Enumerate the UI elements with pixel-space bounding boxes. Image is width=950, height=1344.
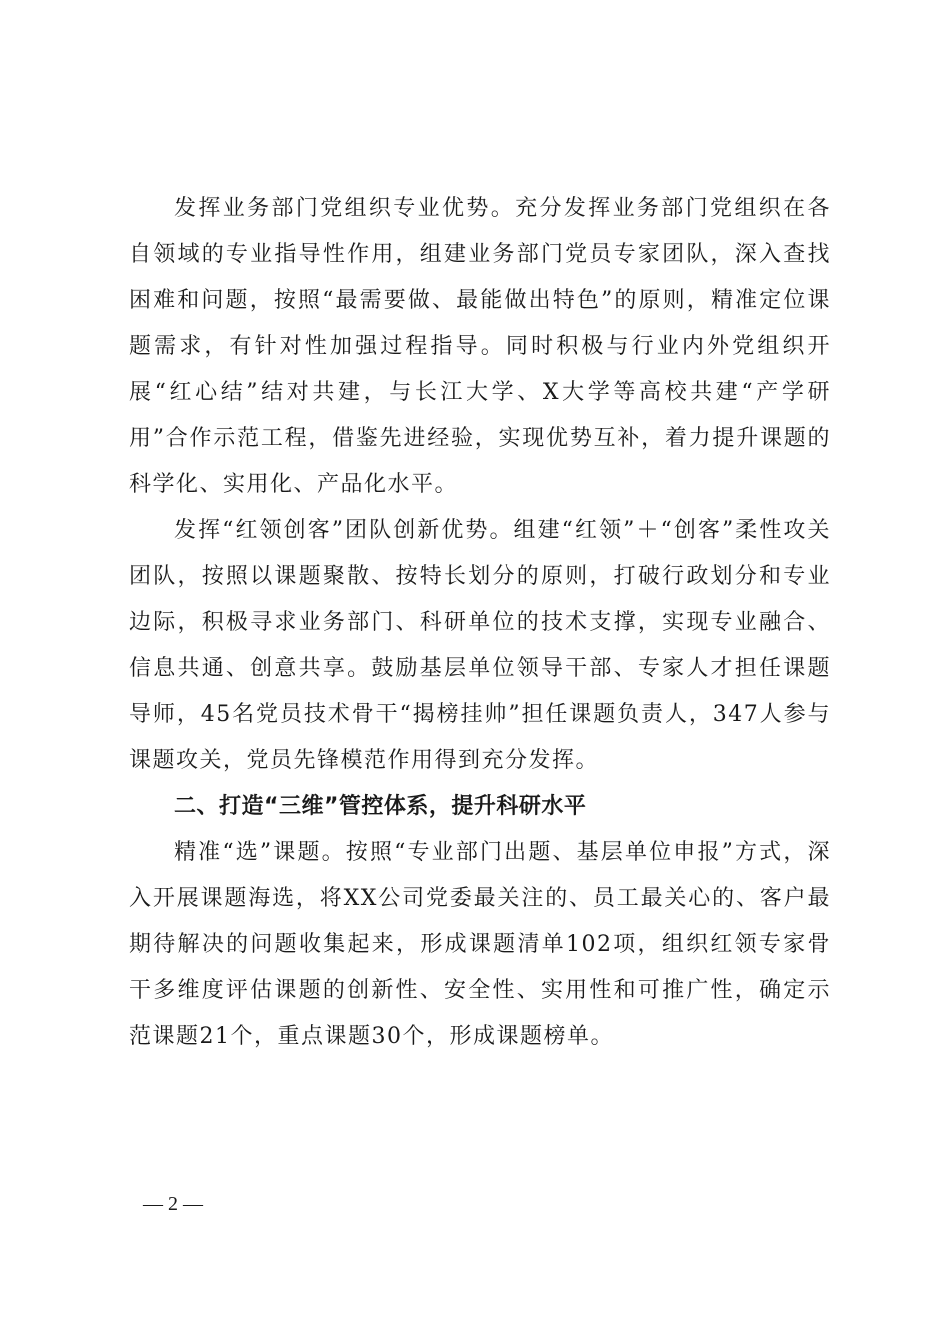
paragraph-party-org-expertise: 发挥业务部门党组织专业优势。充分发挥业务部门党组织在各自领域的专业指导性作用，组建业务部门党员专家团队，深入查找困难和问题，按照“最需要做、最能做出特色”的原则，精准定位课题需求，有针对性加强过程指导。同时积极与行业内外党组织开展“红心结”结对共建，与长江大学、X大学等高校共建“产学研用”合作示范工程，借鉴先进经验，实现优势互补，着力提升课题的科学化、实用化、产品化水平。 [129,196,831,497]
document-body [129,186,831,1060]
page-number: — 2 — [143,1193,203,1215]
paragraph-red-collar-team: 发挥“红领创客”团队创新优势。组建“红领”＋“创客”柔性攻关团队，按照以课题聚散、按特长划分的原则，打破行政划分和专业边际，积极寻求业务部门、科研单位的技术支撑，实现专业融合、信息共通、创意共享。鼓励基层单位领导干部、专家人才担任课题导师，45名党员技术骨干“揭榜挂帅”担任课题负责人，347人参与课题攻关，党员先锋模范作用得到充分发挥。 [129,518,831,773]
paragraph-select-topics: 精准“选”课题。按照“专业部门出题、基层单位申报”方式，深入开展课题海选，将XX公司党委最关注的、员工最关心的、客户最期待解决的问题收集起来，形成课题清单102项，组织红领专家骨干多维度评估课题的创新性、安全性、实用性和可推广性，确定示范课题21个，重点课题30个，形成课题榜单。 [129,840,831,1049]
section-heading: 二、打造“三维”管控体系，提升科研水平 [174,794,587,819]
